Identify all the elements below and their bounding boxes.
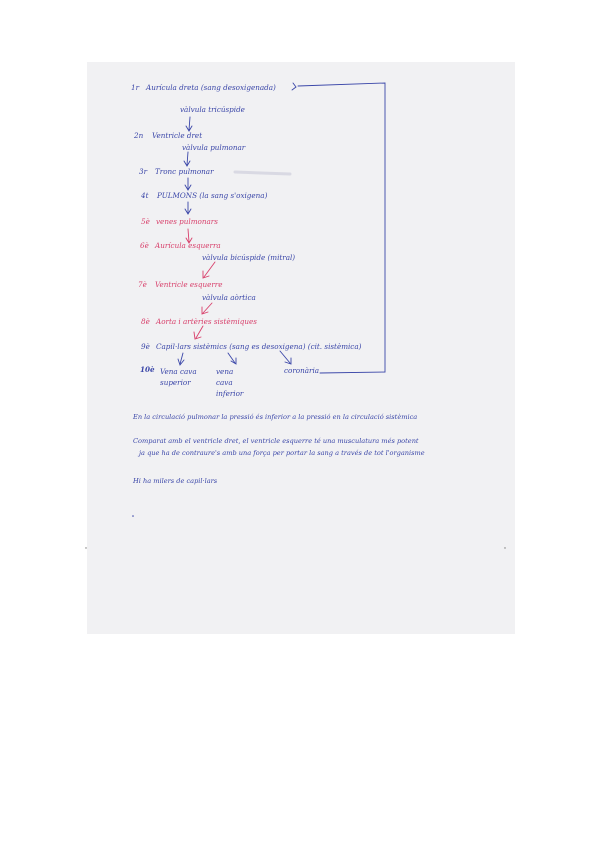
valve-3: vàlvula bicúspide (mitral) bbox=[202, 253, 296, 262]
step-6-number: 6è bbox=[140, 241, 149, 250]
branch-vena-cava-superior: Vena cava superior bbox=[160, 367, 197, 387]
step-7-label: Ventricle esquerre bbox=[155, 280, 223, 289]
step-9-number: 9è bbox=[141, 342, 150, 351]
branch-coronaria: coronària bbox=[284, 366, 320, 375]
step-5-number: 5è bbox=[141, 217, 150, 226]
step-1-number: 1r bbox=[131, 83, 140, 92]
step-3-number: 3r bbox=[139, 167, 148, 176]
step-1-label: Aurícula dreta (sang desoxigenada) bbox=[146, 83, 276, 92]
step-2-label: Ventricle dret bbox=[152, 131, 203, 140]
note-3: Hi ha milers de capil·lars bbox=[133, 477, 218, 485]
valve-2: vàlvula pulmonar bbox=[182, 143, 246, 152]
step-4-label: PULMONS (la sang s'oxigena) bbox=[157, 191, 268, 200]
step-10-number: 10è bbox=[140, 365, 155, 374]
step-4-number: 4t bbox=[141, 191, 149, 200]
valve-1: vàlvula tricúspide bbox=[180, 105, 245, 114]
step-5-label: venes pulmonars bbox=[156, 217, 218, 226]
branch-vena-cava-inferior: vena cava inferior bbox=[216, 367, 244, 398]
note-2: Comparat amb el ventricle dret, el ventricle esquerre té una musculatura més potent bbox=[133, 437, 419, 445]
step-8-label: Aorta i artèries sistèmiques bbox=[156, 317, 257, 326]
step-3-label: Tronc pulmonar bbox=[155, 167, 214, 176]
note-2-continued: ja que ha de contraure's amb una força per portar la sang a través de tot l'organisme bbox=[139, 449, 425, 457]
valve-4: vàlvula aòrtica bbox=[202, 293, 256, 302]
step-9-label: Capil·lars sistèmics (sang es desoxigena) (cit. sistèmica) bbox=[156, 342, 362, 351]
step-2-number: 2n bbox=[134, 131, 144, 140]
step-6-label: Aurícula esquerra bbox=[155, 241, 221, 250]
step-7-number: 7è bbox=[138, 280, 147, 289]
note-1: En la circulació pulmonar la pressió és inferior a la pressió en la circulació sistèmica bbox=[133, 413, 418, 421]
step-8-number: 8è bbox=[141, 317, 150, 326]
